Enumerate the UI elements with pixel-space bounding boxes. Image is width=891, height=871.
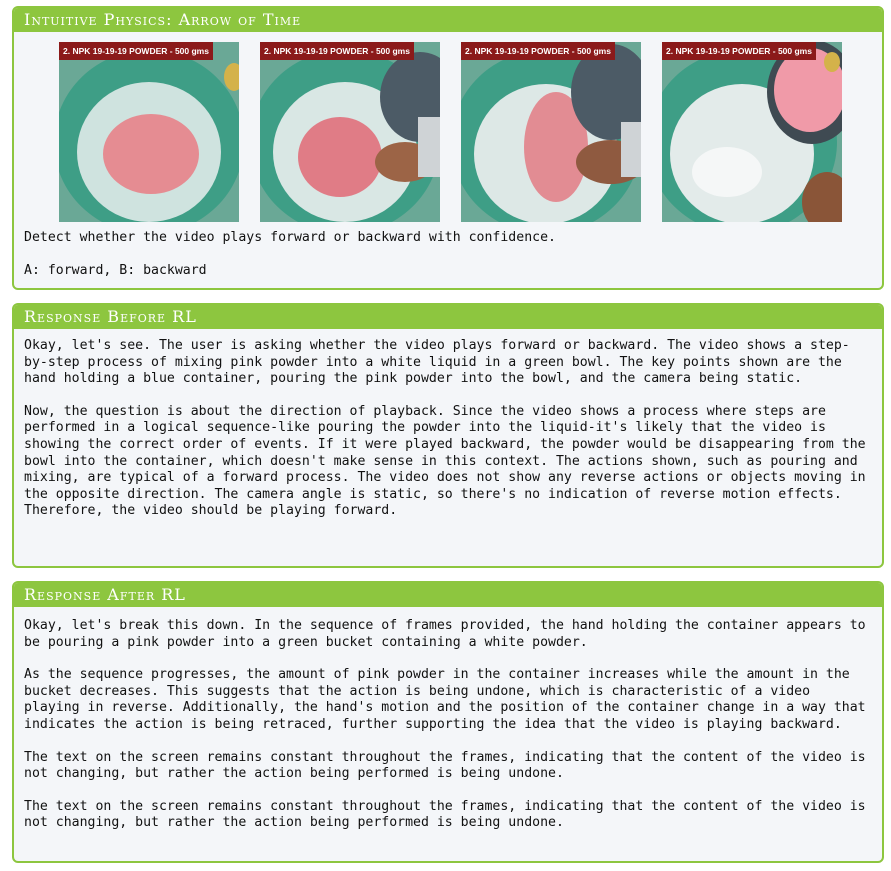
frame-2-image — [260, 42, 440, 222]
response-before-box — [12, 303, 884, 568]
response-after-paragraph-3: The text on the screen remains constant throughout the frames, indicating that the content of the video is not changing, but rather the action being performed is being undone. — [24, 749, 866, 782]
question-text: Detect whether the video plays forward or backward with confidence. — [24, 230, 556, 245]
answer-options: A: forward, B: backward — [24, 263, 207, 278]
frame-banner: 2. NPK 19-19-19 POWDER - 500 gms — [662, 42, 816, 60]
response-after-title: Response After RL — [14, 583, 882, 607]
response-after-paragraph-4: The text on the screen remains constant throughout the frames, indicating that the content of the video is not changing, but rather the action being performed is being undone. — [24, 798, 866, 831]
response-before-title: Response Before RL — [14, 305, 882, 329]
video-frame-4 — [662, 42, 842, 222]
task-box — [12, 6, 884, 290]
frame-3-image — [461, 42, 641, 222]
video-frame-1 — [59, 42, 239, 222]
response-before-paragraph-1: Okay, let's see. The user is asking whether the video plays forward or backward. The video shows a step-by-step process of mixing pink powder into a white liquid in a green bowl. The key points shown are the hand holding a blue container, pouring the pink powder into the bowl, and the camera being static. — [24, 338, 850, 387]
response-after-box — [12, 581, 884, 863]
video-frames — [14, 42, 882, 222]
response-after-paragraph-1: Okay, let's break this down. In the sequence of frames provided, the hand holding the container appears to be pouring a pink powder into a green bucket containing a white powder. — [24, 618, 866, 650]
task-box-title: Intuitive Physics: Arrow of Time — [14, 8, 882, 32]
response-before-paragraph-2: Now, the question is about the direction of playback. Since the video shows a process where steps are performed in a logical sequence-like pouring the powder into the liquid-it's likely that the video is showing the correct order of events. If it were played backward, the powder would be disappearing from the bowl into the container, which doesn't make sense in this context. The actions shown, such as pouring and mixing, are typical of a forward process. The video does not show any reverse actions or objects moving in the opposite direction. The camera angle is static, so there's no indication of reverse motion effects. Therefore, the video should be playing forward. — [24, 403, 866, 519]
response-before-body — [14, 329, 882, 520]
video-frame-2 — [260, 42, 440, 222]
frame-1-image — [59, 42, 239, 222]
frame-banner: 2. NPK 19-19-19 POWDER - 500 gms — [260, 42, 414, 60]
frame-banner: 2. NPK 19-19-19 POWDER - 500 gms — [59, 42, 213, 60]
response-after-paragraph-2: As the sequence progresses, the amount of pink powder in the container increases while the amount in the bucket decreases. This suggests that the action is being undone, which is characteristic of a video playing in reverse. Additionally, the hand's motion and the position of the container change in a way that indicates the action is being retraced, further supporting the idea that the video is playing backward. — [24, 667, 866, 732]
frame-banner: 2. NPK 19-19-19 POWDER - 500 gms — [461, 42, 615, 60]
frame-4-image — [662, 42, 842, 222]
video-frame-3 — [461, 42, 641, 222]
response-after-body — [14, 607, 882, 832]
